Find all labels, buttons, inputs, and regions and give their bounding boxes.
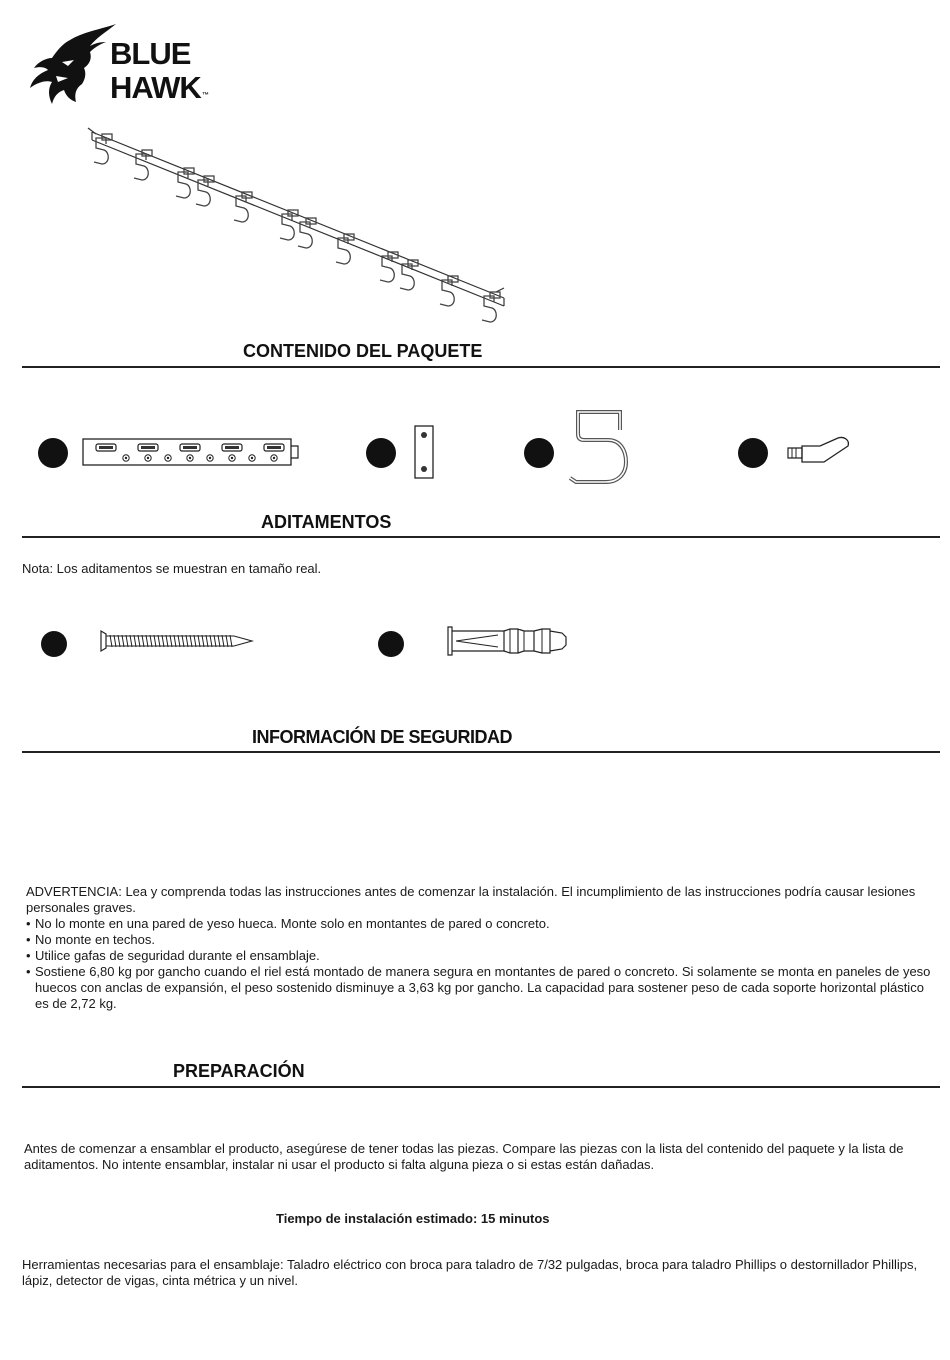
part-marker-end-hook (738, 438, 768, 468)
hardware-note: Nota: Los aditamentos se muestran en tamaño real. (22, 561, 322, 576)
brand-logo (28, 22, 218, 112)
section-divider (22, 1086, 940, 1088)
end-hook-part-icon (784, 434, 854, 466)
trademark: ™ (202, 92, 209, 99)
rail-part-icon (82, 436, 302, 468)
brand-line-1: BLUE (110, 36, 191, 71)
hardware-marker-anchor (378, 631, 404, 657)
safety-bullet: • Utilice gafas de seguridad durante el ensamblaje. (26, 948, 938, 964)
section-divider (22, 751, 940, 753)
installation-time: Tiempo de instalación estimado: 15 minutos (276, 1211, 550, 1226)
section-heading-preparation: PREPARACIÓN (173, 1061, 305, 1081)
hawk-head-logo-icon (28, 22, 118, 110)
safety-block (26, 884, 938, 1012)
safety-bullet: • Sostiene 6,80 kg por gancho cuando el riel está montado de manera segura en montantes de pared o concreto. Si solamente se monta en paneles de yeso huecos con anclas de expansión, el peso sostenido disminuye a 3,63 kg por gancho. La capacidad para sostener peso de cada soporte horizontal plástico es de 2,72 kg. (26, 964, 938, 1012)
part-marker-bracket (366, 438, 396, 468)
part-marker-rail (38, 438, 68, 468)
screw-icon (98, 628, 258, 654)
required-tools: Herramientas necesarias para el ensamblaje: Taladro eléctrico con broca para taladro de 7/32 pulgadas, broca para taladro Phillips o destornillador Phillips, lápiz, detector de vigas, cinta métrica y un nivel. (22, 1257, 918, 1288)
safety-bullet: • No lo monte en una pared de yeso hueca. Monte solo en montantes de pared o concreto. (26, 916, 938, 932)
preparation-intro: Antes de comenzar a ensamblar el producto, asegúrese de tener todas las piezas. Compare las piezas con la lista del contenido del paquete y la lista de aditamentos. No intente ensamblar, instalar ni usar el producto si falta alguna pieza o si estas están dañadas. (24, 1141, 904, 1172)
bracket-part-icon (414, 425, 436, 481)
s-hook-part-icon (564, 408, 634, 488)
safety-bullet: • No monte en techos. (26, 932, 938, 948)
section-divider (22, 366, 940, 368)
section-heading-hardware: ADITAMENTOS (261, 512, 392, 532)
section-divider (22, 536, 940, 538)
hardware-marker-screw (41, 631, 67, 657)
safety-list (26, 916, 938, 1012)
section-heading-package-contents: CONTENIDO DEL PAQUETE (243, 341, 483, 361)
brand-line-2: HAWK (110, 70, 201, 105)
safety-warning: ADVERTENCIA: Lea y comprenda todas las instrucciones antes de comenzar la instalación. El incumplimiento de las instrucciones podría causar lesiones personales graves. (26, 884, 916, 915)
part-marker-hook (524, 438, 554, 468)
wall-anchor-icon (446, 625, 570, 657)
section-heading-safety: INFORMACIÓN DE SEGURIDAD (252, 727, 513, 747)
assembled-rail-illustration-icon (86, 126, 516, 336)
